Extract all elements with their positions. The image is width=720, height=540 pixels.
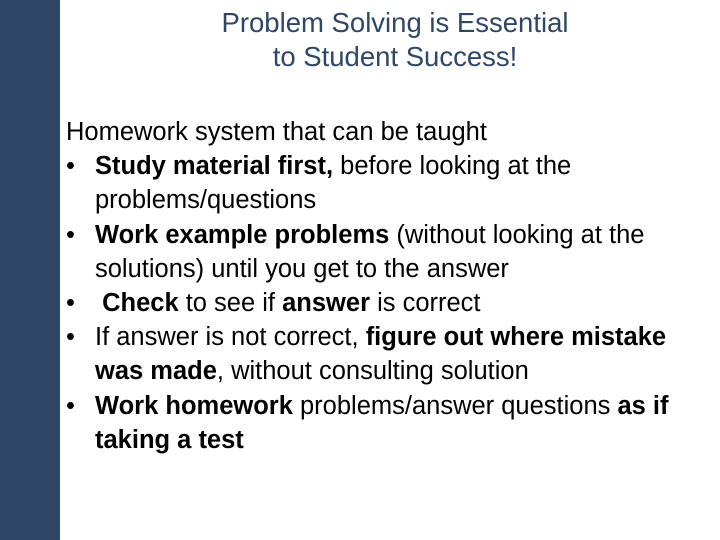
bullet-text: If answer is not correct, (95, 323, 366, 352)
bullet-item-find-mistake (66, 320, 706, 388)
slide-body (66, 115, 706, 457)
slide-title-line-1: Problem Solving is Essential (221, 7, 569, 38)
bullet-text: is correct (370, 289, 481, 318)
intro-text: Homework system that can be taught (66, 118, 487, 146)
bullet-bold-text: figure out where mistake was made (95, 323, 667, 386)
bullet-bold-text: Study material first, (95, 152, 334, 181)
slide-title (120, 6, 670, 74)
bullet-text: (without looking at the solutions) until you get to the answer (95, 220, 645, 283)
slide-sidebar-bar (0, 0, 60, 540)
bullet-item-check-answer (66, 286, 706, 320)
bullet-bold-text: answer (282, 289, 370, 318)
bullet-dot: • (66, 289, 75, 318)
bullet-text: before looking at the problems/questions (95, 152, 572, 215)
bullet-dot: • (66, 323, 75, 352)
bullet-text: , without consulting solution (216, 357, 529, 386)
bullet-text: problems/answer questions (292, 391, 618, 420)
bullet-bold-text: Work example problems (95, 220, 390, 249)
bullet-item-work-homework (66, 389, 706, 457)
bullet-list (66, 149, 706, 457)
bullet-bold-text: Check (95, 289, 179, 318)
bullet-item-study-material (66, 149, 706, 217)
bullet-dot: • (66, 220, 75, 249)
bullet-item-work-examples (66, 218, 706, 286)
bullet-dot: • (66, 391, 75, 420)
bullet-bold-text: as if taking a test (95, 391, 669, 454)
slide-title-line-2: to Student Success! (272, 41, 518, 72)
bullet-dot: • (66, 152, 75, 181)
bullet-bold-text: Work homework (95, 391, 293, 420)
bullet-text: to see if (178, 289, 283, 318)
